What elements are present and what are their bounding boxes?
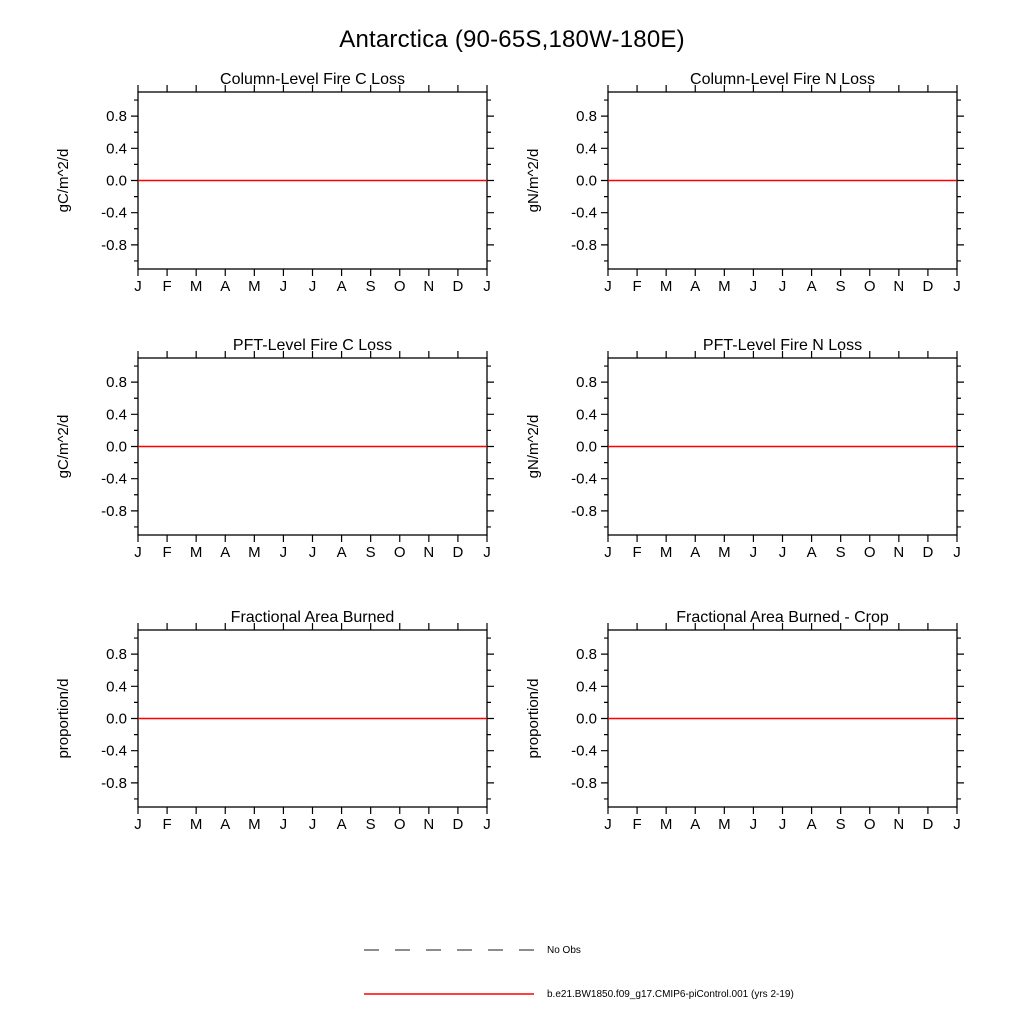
x-tick-label: F <box>632 544 642 561</box>
panel-title: Column-Level Fire C Loss <box>220 71 405 88</box>
panel-title: Column-Level Fire N Loss <box>690 71 875 88</box>
solid-line-sample-icon <box>363 987 535 1001</box>
y-tick-label: 0.4 <box>106 678 127 696</box>
x-tick-label: M <box>248 816 261 833</box>
x-tick-label: J <box>604 544 612 561</box>
panel-title: PFT-Level Fire C Loss <box>232 337 393 354</box>
x-tick-label: O <box>863 278 876 295</box>
x-tick-label: M <box>659 816 673 833</box>
x-tick-label: M <box>718 816 731 833</box>
x-tick-label: A <box>806 816 817 833</box>
chart-panel-2 <box>40 322 510 574</box>
x-tick-label: A <box>220 816 231 833</box>
x-tick-label: F <box>162 278 172 295</box>
x-tick-label: D <box>922 816 934 833</box>
x-tick-label: J <box>483 544 491 561</box>
legend-entry-no-obs <box>363 943 581 957</box>
x-tick-label: J <box>483 278 491 295</box>
legend-entry-model <box>363 987 794 1001</box>
chart-panel-0 <box>40 56 510 308</box>
y-axis-label: gN/m^2/d <box>525 414 542 479</box>
y-tick-label: 0.8 <box>576 646 597 664</box>
x-tick-label: J <box>279 278 288 295</box>
figure-title: Antarctica (90-65S,180W-180E) <box>339 26 685 53</box>
y-axis-label: gC/m^2/d <box>55 414 72 479</box>
x-tick-label: F <box>632 278 642 295</box>
y-tick-label: -0.4 <box>101 470 127 488</box>
x-tick-label: M <box>189 816 203 833</box>
x-tick-label: J <box>483 816 491 833</box>
x-tick-label: A <box>806 544 817 561</box>
y-tick-label: -0.4 <box>101 742 127 760</box>
y-axis-label: proportion/d <box>525 678 542 759</box>
x-tick-label: N <box>423 544 435 561</box>
x-tick-label: D <box>452 278 464 295</box>
x-tick-label: M <box>189 544 203 561</box>
y-tick-label: -0.8 <box>571 774 597 792</box>
chart-panel-1 <box>510 56 980 308</box>
x-tick-label: J <box>953 544 961 561</box>
x-tick-label: J <box>279 544 288 561</box>
x-tick-label: N <box>893 278 905 295</box>
y-tick-label: 0.0 <box>106 438 127 456</box>
x-tick-label: A <box>690 544 701 561</box>
x-tick-label: O <box>393 278 406 295</box>
x-tick-label: S <box>365 278 376 295</box>
x-tick-label: N <box>423 278 435 295</box>
x-tick-label: J <box>604 816 612 833</box>
y-tick-label: -0.4 <box>101 204 127 222</box>
y-tick-label: 0.0 <box>576 438 597 456</box>
x-tick-label: M <box>248 278 261 295</box>
y-axis-label: proportion/d <box>55 678 72 759</box>
x-tick-label: D <box>452 816 464 833</box>
y-tick-label: -0.4 <box>571 742 597 760</box>
y-tick-label: -0.4 <box>571 204 597 222</box>
x-tick-label: J <box>953 816 961 833</box>
x-tick-label: S <box>835 278 846 295</box>
chart-panel-3 <box>510 322 980 574</box>
x-tick-label: J <box>134 544 142 561</box>
x-tick-label: S <box>365 816 376 833</box>
x-tick-label: A <box>336 816 347 833</box>
dashed-line-sample-icon <box>363 943 535 957</box>
x-tick-label: A <box>336 544 347 561</box>
y-tick-label: 0.4 <box>106 406 127 424</box>
x-tick-label: A <box>806 278 817 295</box>
x-tick-label: F <box>632 816 642 833</box>
y-tick-label: 0.0 <box>106 710 127 728</box>
y-tick-label: -0.8 <box>101 502 127 520</box>
x-tick-label: S <box>365 544 376 561</box>
y-tick-label: 0.4 <box>106 140 127 158</box>
x-tick-label: A <box>336 278 347 295</box>
y-tick-label: 0.0 <box>106 172 127 190</box>
x-tick-label: O <box>393 544 406 561</box>
y-tick-label: 0.4 <box>576 406 597 424</box>
x-tick-label: A <box>220 278 231 295</box>
x-tick-label: J <box>308 816 317 833</box>
panel-title: Fractional Area Burned - Crop <box>676 609 889 626</box>
x-tick-label: J <box>778 816 787 833</box>
y-tick-label: 0.8 <box>576 374 597 392</box>
x-tick-label: J <box>134 278 142 295</box>
x-tick-label: D <box>452 544 464 561</box>
x-tick-label: J <box>308 278 317 295</box>
y-tick-label: 0.0 <box>576 172 597 190</box>
panel-title: PFT-Level Fire N Loss <box>702 337 863 354</box>
x-tick-label: J <box>604 278 612 295</box>
x-tick-label: M <box>659 278 673 295</box>
y-tick-label: 0.0 <box>576 710 597 728</box>
y-tick-label: 0.8 <box>106 374 127 392</box>
x-tick-label: D <box>922 544 934 561</box>
legend-label-no-obs: No Obs <box>547 944 581 956</box>
x-tick-label: M <box>718 278 731 295</box>
x-tick-label: A <box>220 544 231 561</box>
y-tick-label: 0.4 <box>576 678 597 696</box>
y-tick-label: 0.8 <box>106 108 127 126</box>
x-tick-label: J <box>279 816 288 833</box>
x-tick-label: M <box>718 544 731 561</box>
x-tick-label: J <box>778 544 787 561</box>
chart-panel-5 <box>510 594 980 846</box>
x-tick-label: O <box>863 544 876 561</box>
y-axis-label: gN/m^2/d <box>525 148 542 213</box>
x-tick-label: O <box>393 816 406 833</box>
x-tick-label: J <box>134 816 142 833</box>
x-tick-label: M <box>248 544 261 561</box>
x-tick-label: O <box>863 816 876 833</box>
y-tick-label: -0.8 <box>101 774 127 792</box>
y-tick-label: -0.8 <box>571 236 597 254</box>
x-tick-label: F <box>162 816 172 833</box>
x-tick-label: J <box>749 816 758 833</box>
x-tick-label: S <box>835 544 846 561</box>
y-axis-label: gC/m^2/d <box>55 148 72 213</box>
x-tick-label: D <box>922 278 934 295</box>
x-tick-label: J <box>749 278 758 295</box>
x-tick-label: M <box>659 544 673 561</box>
x-tick-label: J <box>778 278 787 295</box>
x-tick-label: M <box>189 278 203 295</box>
y-tick-label: 0.8 <box>106 646 127 664</box>
y-tick-label: 0.4 <box>576 140 597 158</box>
x-tick-label: A <box>690 278 701 295</box>
y-tick-label: -0.4 <box>571 470 597 488</box>
y-tick-label: -0.8 <box>101 236 127 254</box>
x-tick-label: J <box>953 278 961 295</box>
y-tick-label: -0.8 <box>571 502 597 520</box>
x-tick-label: N <box>893 816 905 833</box>
panel-title: Fractional Area Burned <box>230 609 395 626</box>
x-tick-label: A <box>690 816 701 833</box>
x-tick-label: S <box>835 816 846 833</box>
x-tick-label: J <box>749 544 758 561</box>
x-tick-label: F <box>162 544 172 561</box>
y-tick-label: 0.8 <box>576 108 597 126</box>
x-tick-label: N <box>423 816 435 833</box>
chart-panel-4 <box>40 594 510 846</box>
x-tick-label: J <box>308 544 317 561</box>
legend-label-model: b.e21.BW1850.f09_g17.CMIP6-piControl.001 (yrs 2-19) <box>547 988 794 1000</box>
x-tick-label: N <box>893 544 905 561</box>
